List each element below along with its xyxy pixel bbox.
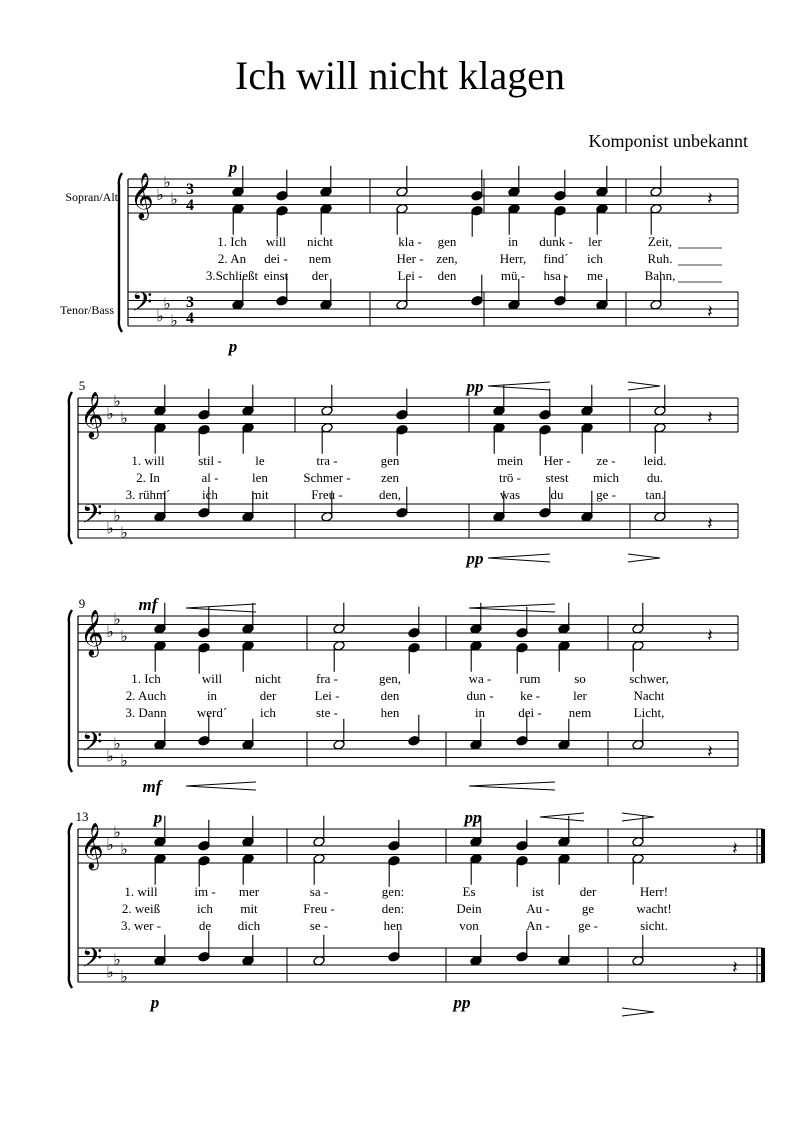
lyric-syllable: den, [378, 487, 402, 502]
system-bracket [69, 392, 72, 544]
lyric-syllable: ge - [596, 487, 616, 502]
lyric-syllable: mü - [500, 268, 526, 283]
lyric-syllable: den [437, 268, 457, 283]
lyric-syllable: einst [263, 268, 289, 283]
lyric-syllable: ge [581, 901, 595, 916]
flat-sign: ♭ [106, 748, 114, 766]
lyric-syllable: tan. [645, 487, 665, 502]
dynamic-marking: pp [466, 377, 484, 396]
lyric-syllable: ge - [578, 918, 598, 933]
lyric-syllable: stil - [198, 453, 222, 468]
lyric-syllable: 1. will [124, 884, 158, 899]
lyric-syllable: sicht. [640, 918, 668, 933]
time-signature-denominator: 4 [186, 197, 194, 214]
flat-sign: ♭ [113, 611, 121, 629]
dynamic-marking: p [228, 337, 238, 356]
lyric-syllable: dei - [518, 705, 542, 720]
song-title: Ich will nicht klagen [235, 53, 565, 98]
lyric-syllable: trö - [498, 470, 522, 485]
lyric-syllable: find´ [543, 251, 569, 266]
lyric-syllable: Freu - [311, 487, 343, 502]
lyric-syllable: den [380, 688, 400, 703]
flat-sign: ♭ [106, 406, 114, 423]
lyric-syllable: Freu - [303, 901, 335, 916]
lyric-syllable: will [201, 671, 223, 686]
flat-sign: ♭ [120, 524, 128, 542]
dynamic-marking: pp [453, 993, 471, 1012]
flat-sign: ♭ [113, 951, 121, 969]
dynamic-marking: p [153, 808, 163, 827]
dynamic-marking: mf [138, 595, 158, 614]
lyric-syllable: ler [573, 688, 587, 703]
measure-number: 5 [78, 378, 86, 393]
quarter-rest: 𝄽 [707, 188, 713, 209]
decrescendo-hairpin [628, 382, 660, 390]
lyric-syllable: Es [462, 884, 476, 899]
staff-label-lower: Tenor/Bass [60, 303, 114, 317]
crescendo-hairpin [469, 782, 555, 790]
lyric-syllable: Lei - [314, 688, 340, 703]
flat-sign: ♭ [170, 312, 178, 330]
dynamic-marking: pp [466, 549, 484, 568]
lyric-syllable: sa - [309, 884, 329, 899]
lyric-syllable: ist [531, 884, 545, 899]
lyric-syllable: ze - [596, 453, 616, 468]
crescendo-hairpin [186, 604, 256, 612]
flat-sign: ♭ [106, 964, 114, 982]
lyric-syllable: gen [380, 453, 400, 468]
dynamic-marking: pp [464, 808, 482, 827]
lyric-syllable: 1. will [131, 453, 165, 468]
lyric-syllable: der [311, 268, 329, 283]
lyric-syllable: im - [194, 884, 216, 899]
flat-sign: ♭ [113, 824, 121, 842]
lyric-syllable: will [265, 234, 287, 249]
lyric-syllable: hsa - [543, 268, 569, 283]
lyric-syllable: Au - [526, 901, 550, 916]
quarter-rest: 𝄽 [707, 407, 713, 428]
lyric-syllable: 3. rühm´ [125, 487, 171, 502]
system-bracket [69, 823, 72, 988]
lyric-syllable: dunk - [539, 234, 573, 249]
lyric-syllable: werd´ [196, 705, 228, 720]
lyric-syllable: kla - [398, 234, 422, 249]
treble-clef: 𝄞 [130, 173, 154, 218]
treble-clef: 𝄞 [80, 392, 104, 437]
lyric-syllable: ich [197, 901, 213, 916]
measure-number: 13 [75, 809, 89, 824]
lyric-syllable: schwer, [629, 671, 669, 686]
lyric-syllable: Licht, [633, 705, 665, 720]
lyric-syllable: den: [381, 901, 405, 916]
lyric-syllable: 3. Dann [125, 705, 167, 720]
lyric-syllable: 2. weiß [121, 901, 161, 916]
bass-clef: 𝄢 [81, 499, 103, 535]
dynamic-marking: p [150, 993, 160, 1012]
lyric-syllable: Her - [396, 251, 424, 266]
flat-sign: ♭ [120, 841, 128, 859]
lyric-syllable: An - [526, 918, 550, 933]
lyric-syllable: in [507, 234, 519, 249]
quarter-rest: 𝄽 [732, 838, 738, 859]
lyric-syllable: 2. An [217, 251, 247, 266]
system-bracket [69, 610, 72, 772]
lyric-syllable: wacht! [636, 901, 672, 916]
lyric-syllable: 2. In [136, 470, 160, 485]
lyric-syllable: rum [519, 671, 541, 686]
crescendo-hairpin [540, 813, 584, 821]
flat-sign: ♭ [106, 624, 114, 641]
bass-clef: 𝄢 [81, 727, 103, 763]
lyric-syllable: 2. Auch [125, 688, 167, 703]
lyric-syllable: al - [201, 470, 219, 485]
lyric-syllable: ich [587, 251, 603, 266]
dynamic-marking: p [228, 158, 238, 177]
decrescendo-hairpin [628, 554, 660, 562]
flat-sign: ♭ [106, 837, 114, 854]
lyric-syllable: wa - [468, 671, 492, 686]
lyric-syllable: Her - [543, 453, 571, 468]
flat-sign: ♭ [113, 507, 121, 525]
lyric-syllable: ke - [520, 688, 540, 703]
lyric-syllable: du [550, 487, 564, 502]
lyric-syllable: se - [309, 918, 329, 933]
flat-sign: ♭ [120, 968, 128, 986]
lyric-syllable: me [587, 268, 603, 283]
lyric-syllable: zen [380, 470, 400, 485]
flat-sign: ♭ [156, 308, 164, 326]
lyric-syllable: mer [238, 884, 260, 899]
lyric-syllable: so [574, 671, 586, 686]
lyric-syllable: ich [202, 487, 218, 502]
lyric-syllable: tra - [316, 453, 338, 468]
lyric-syllable: der [259, 688, 277, 703]
dynamic-marking: mf [142, 777, 162, 796]
time-signature-numerator: 3 [186, 294, 194, 311]
flat-sign: ♭ [163, 295, 171, 313]
flat-sign: ♭ [156, 187, 164, 204]
lyric-syllable: Nacht [633, 688, 665, 703]
lyric-syllable: Schmer - [303, 470, 351, 485]
lyric-syllable: in [206, 688, 218, 703]
measure-number: 9 [78, 596, 86, 611]
lyric-syllable: hen [383, 918, 403, 933]
lyric-syllable: mit [240, 901, 258, 916]
quarter-rest: 𝄽 [707, 625, 713, 646]
quarter-rest: 𝄽 [707, 301, 713, 322]
flat-sign: ♭ [120, 410, 128, 428]
lyric-syllable: zen, [436, 251, 458, 266]
lyric-syllable: stest [545, 470, 569, 485]
lyric-syllable: nem [568, 705, 592, 720]
lyric-syllable: fra - [315, 671, 339, 686]
lyric-syllable: len [252, 470, 268, 485]
lyric-syllable: gen: [381, 884, 405, 899]
lyric-syllable: le [255, 453, 265, 468]
lyric-syllable: von [459, 918, 479, 933]
flat-sign: ♭ [106, 520, 114, 538]
quarter-rest: 𝄽 [707, 741, 713, 762]
lyric-syllable: in [474, 705, 486, 720]
crescendo-hairpin [488, 554, 550, 562]
staff-label-upper: Sopran/Alt [65, 190, 118, 204]
crescendo-hairpin [186, 782, 256, 790]
lyric-syllable: gen [437, 234, 457, 249]
lyric-syllable: Zeit, [647, 234, 673, 249]
lyric-syllable: 3. wer - [120, 918, 162, 933]
lyric-syllable: 3.Schließt [205, 268, 259, 283]
lyric-syllable: Herr, [499, 251, 527, 266]
decrescendo-hairpin [622, 813, 654, 821]
lyric-syllable: hen [380, 705, 400, 720]
lyric-syllable: Dein [456, 901, 482, 916]
lyric-syllable: dei - [264, 251, 288, 266]
flat-sign: ♭ [170, 191, 178, 209]
flat-sign: ♭ [120, 628, 128, 646]
time-signature-denominator: 4 [186, 310, 194, 327]
crescendo-hairpin [469, 604, 555, 612]
lyric-syllable: Ruh. [647, 251, 673, 266]
composer-credit: Komponist unbekannt [588, 131, 748, 151]
lyric-syllable: mit [251, 487, 269, 502]
system-bracket [119, 173, 122, 332]
lyric-syllable: 1. Ich [217, 234, 247, 249]
flat-sign: ♭ [120, 752, 128, 770]
lyric-syllable: 1. Ich [131, 671, 161, 686]
flat-sign: ♭ [113, 393, 121, 411]
lyric-syllable: mich [593, 470, 619, 485]
decrescendo-hairpin [622, 1008, 654, 1016]
flat-sign: ♭ [163, 174, 171, 192]
lyric-syllable: gen, [378, 671, 402, 686]
lyric-syllable: Herr! [639, 884, 669, 899]
lyric-syllable: leid. [643, 453, 667, 468]
lyric-syllable: dich [237, 918, 261, 933]
lyric-syllable: ler [588, 234, 602, 249]
lyric-syllable: dun - [466, 688, 494, 703]
treble-clef: 𝄞 [80, 610, 104, 655]
lyric-syllable: ste - [315, 705, 339, 720]
lyric-syllable: ich [260, 705, 276, 720]
treble-clef: 𝄞 [80, 823, 104, 868]
time-signature-numerator: 3 [186, 181, 194, 198]
crescendo-hairpin [488, 382, 550, 390]
lyric-syllable: de [198, 918, 212, 933]
lyric-syllable: mein [497, 453, 523, 468]
lyric-syllable: nem [308, 251, 332, 266]
lyric-syllable: nicht [255, 671, 281, 686]
bass-clef: 𝄢 [131, 287, 153, 323]
bass-clef: 𝄢 [81, 943, 103, 979]
lyric-syllable: nicht [307, 234, 333, 249]
lyric-syllable: Bahn, [644, 268, 676, 283]
quarter-rest: 𝄽 [732, 957, 738, 978]
lyric-syllable: Lei - [397, 268, 423, 283]
lyric-syllable: was [499, 487, 521, 502]
quarter-rest: 𝄽 [707, 513, 713, 534]
lyric-syllable: du. [646, 470, 664, 485]
flat-sign: ♭ [113, 735, 121, 753]
lyric-syllable: der [579, 884, 597, 899]
